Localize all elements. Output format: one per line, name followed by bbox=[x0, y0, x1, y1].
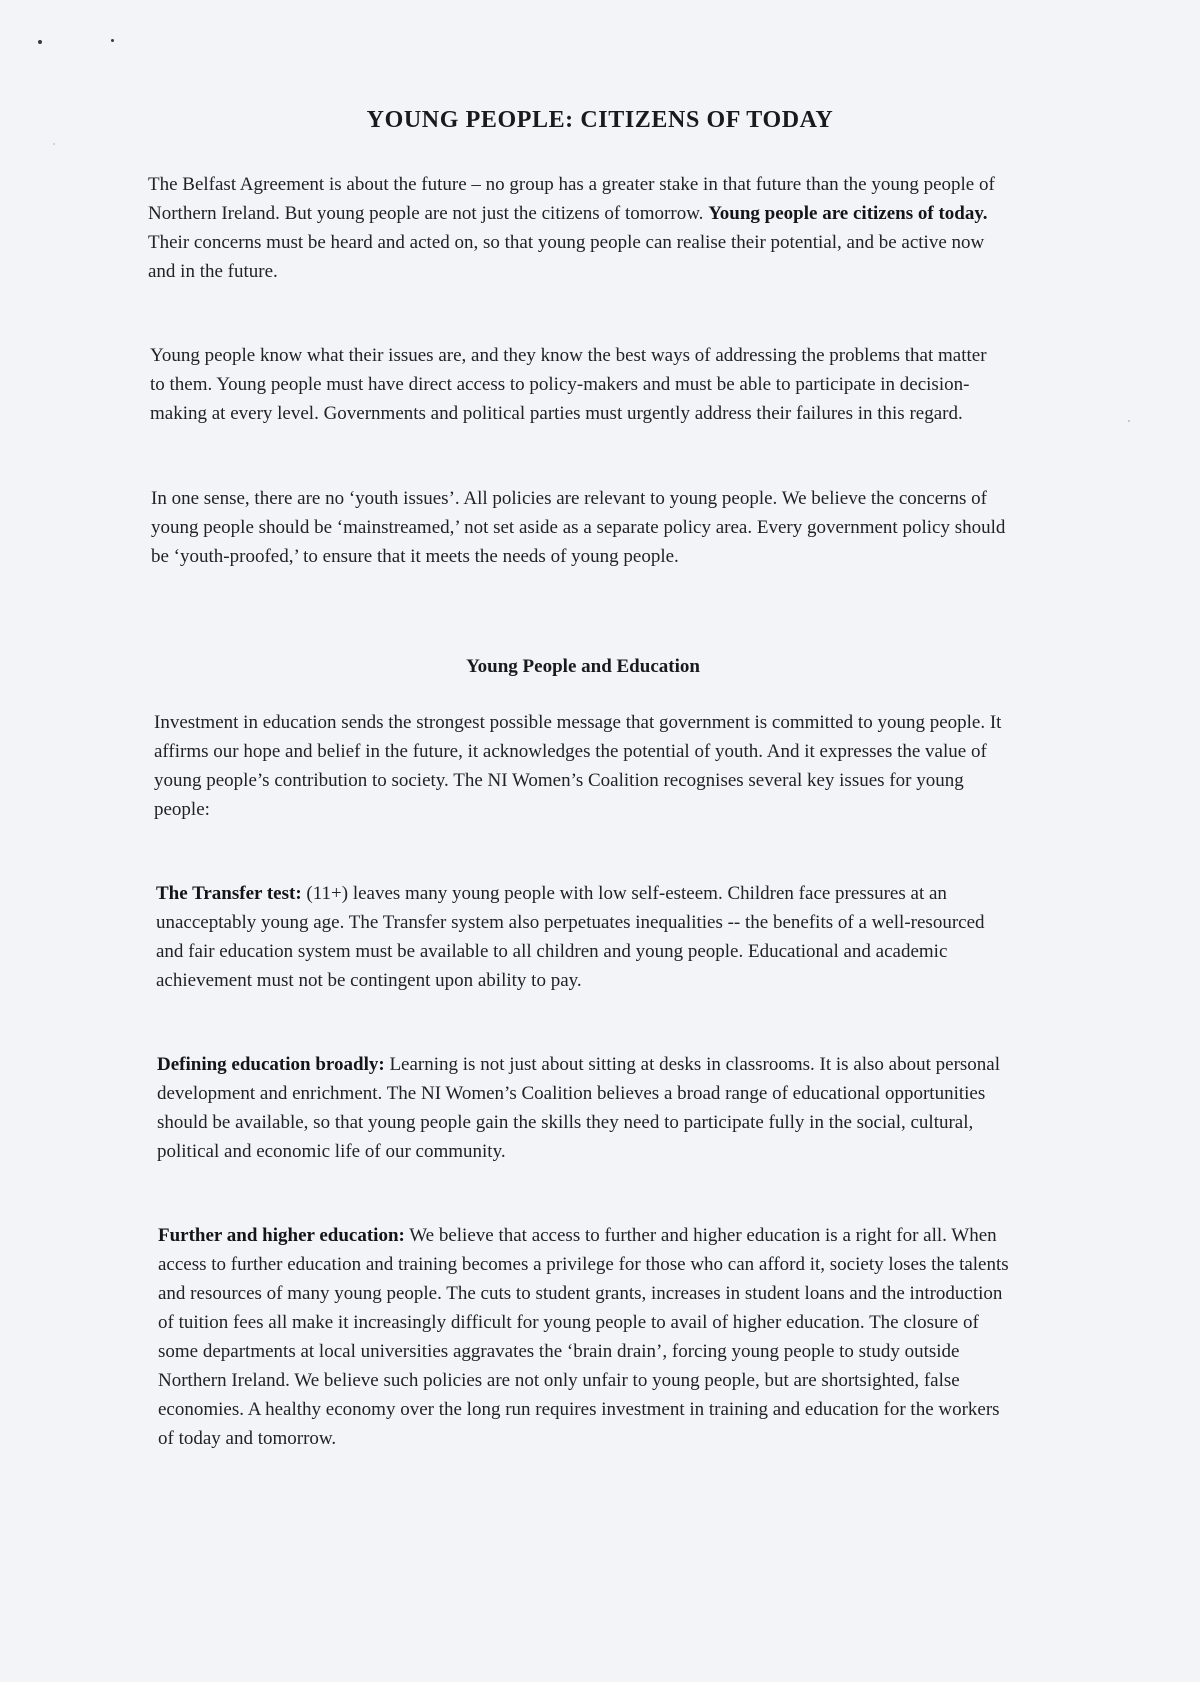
scan-speck bbox=[38, 40, 42, 44]
issue-paragraph-further-education bbox=[158, 1221, 1014, 1453]
issue-paragraph-transfer-test bbox=[156, 879, 1006, 995]
issue-paragraph-defining-education bbox=[157, 1050, 1013, 1166]
issue-text: Learning is not just about sitting at desks in classrooms. It is also about personal development and enrichment. The NI Women’s Coalition believes a broad range of educational opportunities should be available, so that young people gain the skills they need to participate fully in the social, cultural, political and economic life of our community. bbox=[157, 1054, 1000, 1162]
scan-speck bbox=[111, 39, 114, 42]
intro-paragraph-3: In one sense, there are no ‘youth issues’. All policies are relevant to young people. We believe the concerns of young people should be ‘mainstreamed,’ not set aside as a separate policy area. Every government policy should be ‘youth-proofed,’ to ensure that it meets the needs of young people. bbox=[151, 488, 1006, 567]
section-heading: Young People and Education bbox=[466, 656, 700, 677]
issue-lead: The Transfer test: bbox=[156, 883, 302, 904]
issue-lead: Further and higher education: bbox=[158, 1225, 405, 1246]
scan-speck bbox=[1128, 420, 1130, 422]
issue-lead: Defining education broadly: bbox=[157, 1054, 385, 1075]
scan-speck bbox=[53, 143, 55, 145]
paragraph-emphasis: Young people are citizens of today. bbox=[708, 203, 988, 224]
issue-text: We believe that access to further and higher education is a right for all. When access to further education and training becomes a privilege for those who can afford it, society loses the talents and resources of many young people. The cuts to student grants, increases in student loans and the introduction of tuition fees all make it increasingly difficult for young people to avail of higher education. The closure of some departments at local universities aggravates the ‘brain drain’, forcing young people to study outside Northern Ireland. We believe such policies are not only unfair to young people, but are shortsighted, false economies. A healthy economy over the long run requires investment in training and education for the workers of today and tomorrow. bbox=[158, 1225, 1009, 1449]
issue-text: (11+) leaves many young people with low self-esteem. Children face pressures at an unacceptably young age. The Transfer system also perpetuates inequalities -- the benefits of a well-resourced and fair education system must be available to all children and young people. Educational and academic achievement must not be contingent upon ability to pay. bbox=[156, 883, 985, 991]
intro-paragraph-2: Young people know what their issues are, and they know the best ways of addressing the problems that matter to them. Young people must have direct access to policy-makers and must be able to participate in decision-making at every level. Governments and political parties must urgently address their failures in this regard. bbox=[150, 345, 987, 424]
intro-paragraph-1 bbox=[148, 170, 998, 286]
page-title: YOUNG PEOPLE: CITIZENS OF TODAY bbox=[366, 107, 834, 133]
section-intro-paragraph: Investment in education sends the strongest possible message that government is committed to young people. It affirms our hope and belief in the future, it acknowledges the potential of youth. And it expresses the value of young people’s contribution to society. The NI Women’s Coalition recognises several key issues for young people: bbox=[154, 712, 1002, 820]
paragraph-text: Their concerns must be heard and acted on, so that young people can realise their potential, and be active now and in the future. bbox=[148, 232, 985, 282]
paragraph-text: The Belfast Agreement is about the future – no group has a greater stake in that future than the young people of Northern Ireland. But young people are not just the citizens of tomorrow. bbox=[148, 174, 995, 224]
